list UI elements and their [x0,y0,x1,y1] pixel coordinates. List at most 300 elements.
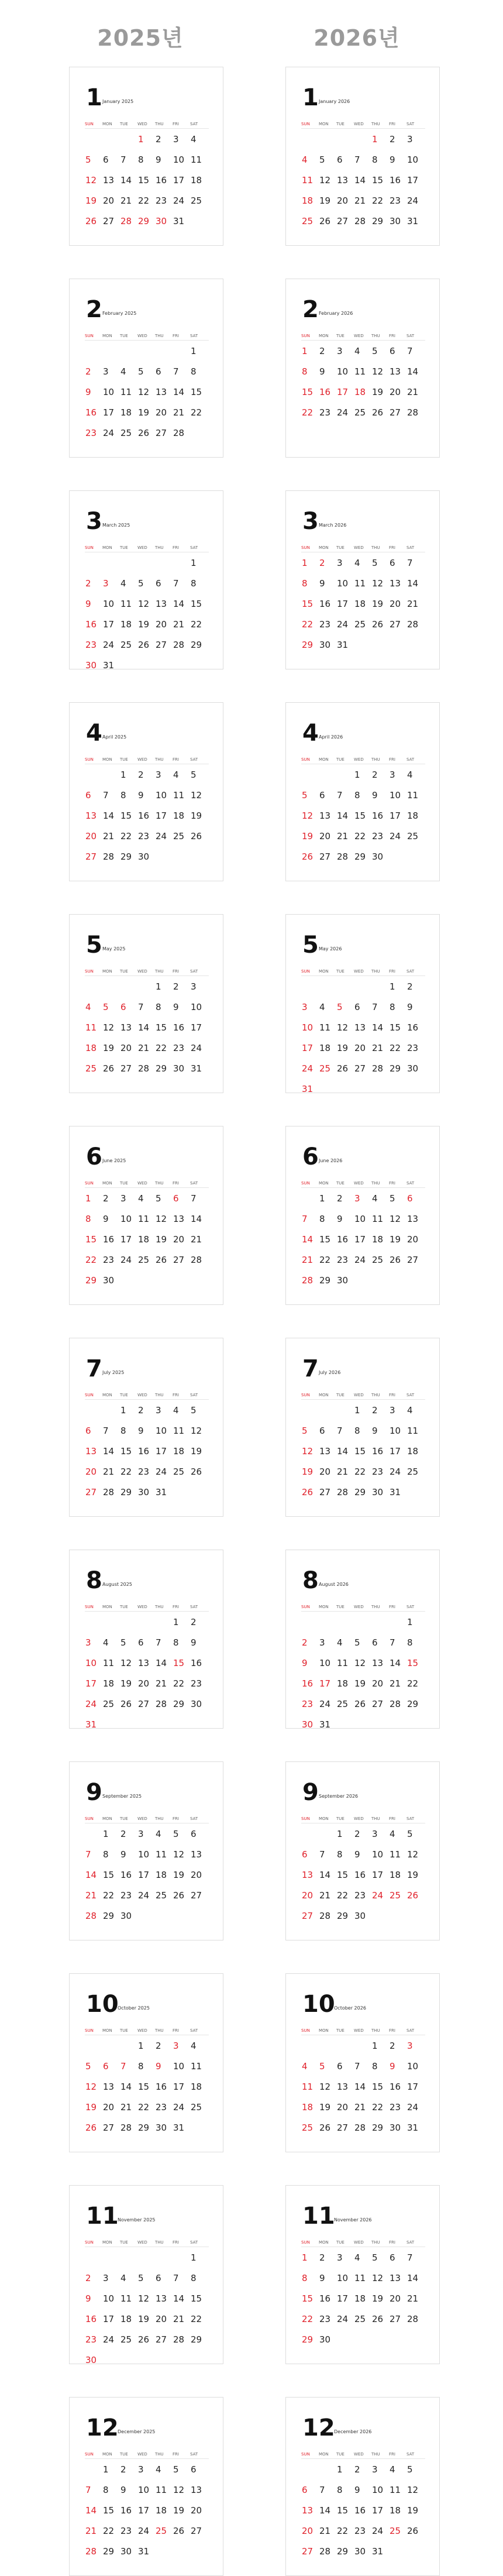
empty-day-cell [85,1823,102,1844]
weekday-label: MON [102,122,112,126]
day-cell [137,2035,155,2056]
day-cell [301,2309,319,2329]
day-cell [301,2500,319,2520]
weekday-label: SAT [406,757,415,762]
day-cell [190,1249,208,1270]
day-number: 26 [173,1890,185,1901]
weekday-label: SAT [406,1181,415,1186]
day-cell [354,2076,371,2097]
weekday-label: SUN [85,2452,94,2457]
day-number: 19 [372,387,384,397]
day-cell [173,1844,190,1864]
day-cell [102,2541,120,2561]
day-number: 28 [156,1699,167,1709]
day-number: 3 [354,1193,360,1204]
empty-day-cell [190,423,208,443]
day-cell [389,382,406,402]
day-number: 9 [337,1214,343,1224]
empty-day-cell [319,129,336,149]
day-number: 22 [337,1890,349,1901]
empty-day-cell [336,764,354,785]
week-row [85,341,209,361]
day-cell [319,2097,336,2117]
day-cell [389,805,406,826]
day-cell [137,1673,155,1694]
day-cell [173,402,190,423]
day-number: 29 [354,851,366,862]
day-number: 22 [319,1255,331,1265]
empty-day-cell [389,1079,406,1099]
day-cell [406,2500,424,2520]
weekday-label: SAT [190,1181,198,1186]
day-number: 10 [337,2273,349,2283]
day-cell [120,1229,137,1249]
weekday-label: SAT [190,545,198,550]
week-row [301,593,425,614]
day-cell [190,190,208,211]
day-number: 20 [156,619,167,630]
day-number: 8 [354,1426,360,1436]
week-row [301,1038,425,1058]
day-number: 4 [120,2273,126,2283]
day-number: 9 [85,387,91,397]
day-cell [85,573,102,593]
empty-day-cell [389,634,406,655]
day-number: 4 [407,770,413,780]
day-number: 17 [103,2314,115,2324]
month-name: October 2025 [118,2005,150,2011]
day-cell [120,2117,137,2138]
day-cell [155,1632,173,1653]
day-cell [319,1420,336,1441]
day-cell [336,1905,354,1926]
day-number: 26 [138,2334,150,2345]
day-cell [406,2520,424,2541]
day-cell [137,1823,155,1844]
day-cell [354,2097,371,2117]
empty-day-cell [155,1905,173,1926]
day-number: 23 [85,640,97,650]
weekday-label: SAT [406,1393,415,1397]
day-cell [301,1714,319,1734]
empty-day-cell [137,655,155,675]
day-cell [173,2035,190,2056]
day-number: 27 [302,1911,313,1921]
day-cell [85,361,102,382]
day-cell [406,361,424,382]
day-number: 23 [138,1466,150,1477]
day-number: 23 [337,1255,349,1265]
day-cell [155,2309,173,2329]
empty-day-cell [102,1612,120,1632]
day-number: 7 [85,1849,91,1860]
day-cell [354,1038,371,1058]
day-number: 28 [407,619,419,630]
day-cell [301,1653,319,1673]
week-row [85,805,209,826]
calendar-grid [85,2240,209,2370]
empty-day-cell [155,1270,173,1290]
day-number: 8 [156,1002,161,1012]
day-number: 28 [337,1487,349,1497]
empty-day-cell [354,1714,371,1734]
day-number: 17 [138,2505,150,2516]
weekday-header-row [301,1180,425,1188]
weekday-label: SUN [85,2028,94,2033]
empty-day-cell [354,129,371,149]
day-number: 9 [407,1002,413,1012]
day-number: 23 [120,2526,132,2536]
day-number: 31 [191,1063,202,1074]
day-number: 14 [85,1870,97,1880]
month-card-2025-6 [69,1126,223,1305]
day-cell [354,361,371,382]
day-cell [336,2520,354,2541]
weekday-label: SAT [190,757,198,762]
day-cell [137,2076,155,2097]
day-number: 26 [138,428,150,438]
day-number: 9 [354,1849,360,1860]
day-number: 24 [103,2334,115,2345]
day-number: 3 [337,2252,343,2263]
weekday-header-row [301,333,425,341]
day-cell [406,149,424,170]
day-number: 5 [319,2061,325,2072]
day-cell [371,190,389,211]
day-number: 14 [390,1658,401,1668]
day-cell [155,1038,173,1058]
day-cell [301,826,319,846]
weekday-label: THU [371,969,380,974]
day-number: 17 [372,1870,384,1880]
month-name: August 2025 [102,1582,132,1587]
weekday-label: WED [354,122,364,126]
day-number: 18 [319,1043,331,1053]
weekday-label: THU [371,1605,380,1609]
calendar-grid [301,333,425,423]
day-number: 24 [319,1699,331,1709]
day-number: 28 [120,2122,132,2133]
day-cell [120,634,137,655]
day-cell [120,1249,137,1270]
empty-day-cell [301,1823,319,1844]
day-number: 18 [173,1446,185,1457]
day-number: 15 [407,1658,419,1668]
week-row [85,826,209,846]
day-number: 10 [390,790,401,801]
empty-day-cell [406,634,424,655]
day-number: 28 [103,1487,115,1497]
day-number: 8 [354,790,360,801]
weekday-label: MON [319,1181,329,1186]
week-row [85,170,209,190]
month-number: 12 [302,2414,335,2441]
day-number: 21 [103,1466,115,1477]
day-cell [85,402,102,423]
empty-day-cell [102,129,120,149]
day-number: 20 [156,407,167,418]
day-number: 13 [120,1022,132,1033]
day-number: 15 [372,175,384,186]
empty-day-cell [173,552,190,573]
day-cell [406,1017,424,1038]
day-cell [319,2479,336,2500]
calendar-grid [85,757,209,867]
calendar-grid [301,121,425,231]
day-number: 22 [372,195,384,206]
day-number: 8 [173,1637,179,1648]
day-number: 15 [354,1446,366,1457]
weekday-header-row [301,121,425,129]
day-cell [406,552,424,573]
day-number: 6 [337,154,343,165]
day-number: 29 [319,1275,331,1286]
day-cell [371,211,389,231]
day-cell [85,805,102,826]
empty-day-cell [354,1079,371,1099]
day-cell [354,170,371,190]
empty-day-cell [190,655,208,675]
week-row [85,2459,209,2479]
day-cell [190,785,208,805]
week-row [301,1612,425,1632]
day-cell [155,1441,173,1461]
day-number: 11 [390,2485,401,2495]
day-cell [406,1188,424,1208]
day-cell [137,1208,155,1229]
day-cell [336,552,354,573]
day-number: 11 [156,1849,167,1860]
day-cell [85,1038,102,1058]
day-number: 31 [173,216,185,226]
day-number: 13 [319,810,331,821]
weekday-header-row [301,1816,425,1823]
day-cell [137,2056,155,2076]
week-row [85,1208,209,1229]
empty-day-cell [173,2350,190,2370]
empty-day-cell [137,1714,155,1734]
day-number: 17 [302,1043,313,1053]
day-number: 2 [302,1637,308,1648]
day-cell [137,2117,155,2138]
day-cell [120,1441,137,1461]
day-cell [406,2097,424,2117]
empty-day-cell [371,1612,389,1632]
calendar-grid [301,1816,425,1926]
day-cell [155,2076,173,2097]
week-row [85,1017,209,1038]
weekday-label: MON [319,1816,329,1821]
day-cell [354,2117,371,2138]
empty-day-cell [120,341,137,361]
day-number: 7 [103,790,109,801]
day-number: 28 [85,1911,97,1921]
day-number: 28 [191,1255,202,1265]
day-cell [319,2247,336,2268]
day-number: 30 [390,2122,401,2133]
empty-day-cell [354,2035,371,2056]
month-name: October 2026 [334,2005,366,2011]
weekday-label: MON [319,545,329,550]
day-cell [173,2097,190,2117]
day-cell [155,614,173,634]
weekday-label: TUE [120,2240,128,2245]
month-card-2026-6 [285,1126,440,1305]
weekday-label: THU [371,334,380,338]
empty-day-cell [173,1270,190,1290]
day-number: 19 [85,2102,97,2113]
empty-day-cell [354,1612,371,1632]
day-number: 1 [390,981,395,992]
day-number: 15 [120,810,132,821]
day-cell [102,1844,120,1864]
day-number: 22 [302,619,313,630]
day-number: 27 [337,216,349,226]
day-cell [137,1482,155,1502]
day-cell [406,1038,424,1058]
day-number: 21 [138,1043,150,1053]
day-cell [354,1058,371,1079]
day-cell [173,1632,190,1653]
day-cell [406,593,424,614]
month-number: 2 [86,296,102,323]
day-cell [102,1864,120,1885]
day-number: 29 [302,2334,313,2345]
day-number: 25 [85,1063,97,1074]
day-cell [155,211,173,231]
day-cell [190,2329,208,2350]
day-number: 28 [407,2314,419,2324]
day-cell [120,573,137,593]
day-cell [137,1420,155,1441]
day-cell [354,1249,371,1270]
week-row [301,1441,425,1461]
day-cell [190,2459,208,2479]
day-number: 29 [390,1063,401,1074]
day-cell [319,211,336,231]
day-cell [173,1694,190,1714]
week-row [301,2268,425,2288]
day-cell [102,1208,120,1229]
day-number: 23 [191,1678,202,1689]
day-number: 22 [354,831,366,842]
day-number: 1 [319,1193,325,1204]
day-cell [137,2479,155,2500]
day-cell [406,1653,424,1673]
day-cell [102,826,120,846]
day-number: 30 [120,1911,132,1921]
day-cell [173,1188,190,1208]
empty-day-cell [173,1482,190,1502]
day-number: 10 [156,1426,167,1436]
day-number: 21 [354,195,366,206]
day-number: 23 [372,831,384,842]
day-cell [120,1905,137,1926]
empty-day-cell [354,634,371,655]
day-cell [173,2329,190,2350]
day-cell [155,2479,173,2500]
month-name: March 2025 [102,523,130,528]
day-cell [406,2035,424,2056]
day-cell [389,1885,406,1905]
day-number: 12 [138,599,150,609]
month-number: 3 [86,508,102,535]
month-card-2025-4 [69,702,223,881]
week-row [301,1249,425,1270]
day-number: 6 [138,1637,144,1648]
day-cell [354,1400,371,1420]
day-cell [301,1270,319,1290]
day-number: 26 [407,2526,419,2536]
day-cell [190,1864,208,1885]
weekday-label: SAT [190,969,198,974]
day-cell [301,190,319,211]
day-cell [354,1864,371,1885]
day-number: 20 [191,1870,202,1880]
month-card-2025-7 [69,1338,223,1517]
day-cell [190,2076,208,2097]
day-number: 8 [319,1214,325,1224]
day-cell [137,402,155,423]
day-number: 13 [319,1446,331,1457]
empty-day-cell [336,2035,354,2056]
day-number: 14 [319,2505,331,2516]
day-cell [371,1461,389,1482]
day-number: 31 [156,1487,167,1497]
day-cell [190,1188,208,1208]
week-row [85,149,209,170]
day-number: 2 [120,1829,126,1839]
day-cell [336,1208,354,1229]
day-cell [155,190,173,211]
day-cell [173,211,190,231]
weekday-label: SUN [85,2240,94,2245]
day-cell [190,1038,208,1058]
day-cell [102,190,120,211]
day-cell [173,997,190,1017]
weekday-label: SUN [85,1393,94,1397]
weekday-label: WED [137,1816,147,1821]
day-number: 16 [390,175,401,186]
month-number: 10 [302,1991,335,2018]
day-number: 15 [191,599,202,609]
day-cell [389,997,406,1017]
day-cell [354,2056,371,2076]
weekday-label: TUE [120,969,128,974]
week-row [301,1694,425,1714]
day-cell [336,1823,354,1844]
day-number: 31 [407,216,419,226]
day-cell [301,1864,319,1885]
day-cell [137,1653,155,1673]
day-cell [406,1844,424,1864]
day-cell [155,1208,173,1229]
day-cell [173,2056,190,2076]
day-cell [137,1441,155,1461]
month-card-2026-1 [285,67,440,246]
week-row [85,361,209,382]
week-row [85,634,209,655]
weekday-header-row [85,333,209,341]
day-number: 21 [337,831,349,842]
day-cell [155,1864,173,1885]
weekday-label: FRI [389,1816,395,1821]
day-number: 25 [407,831,419,842]
week-row [301,1461,425,1482]
weekday-label: SAT [190,1605,198,1609]
day-number: 8 [85,1214,91,1224]
week-row [85,2097,209,2117]
